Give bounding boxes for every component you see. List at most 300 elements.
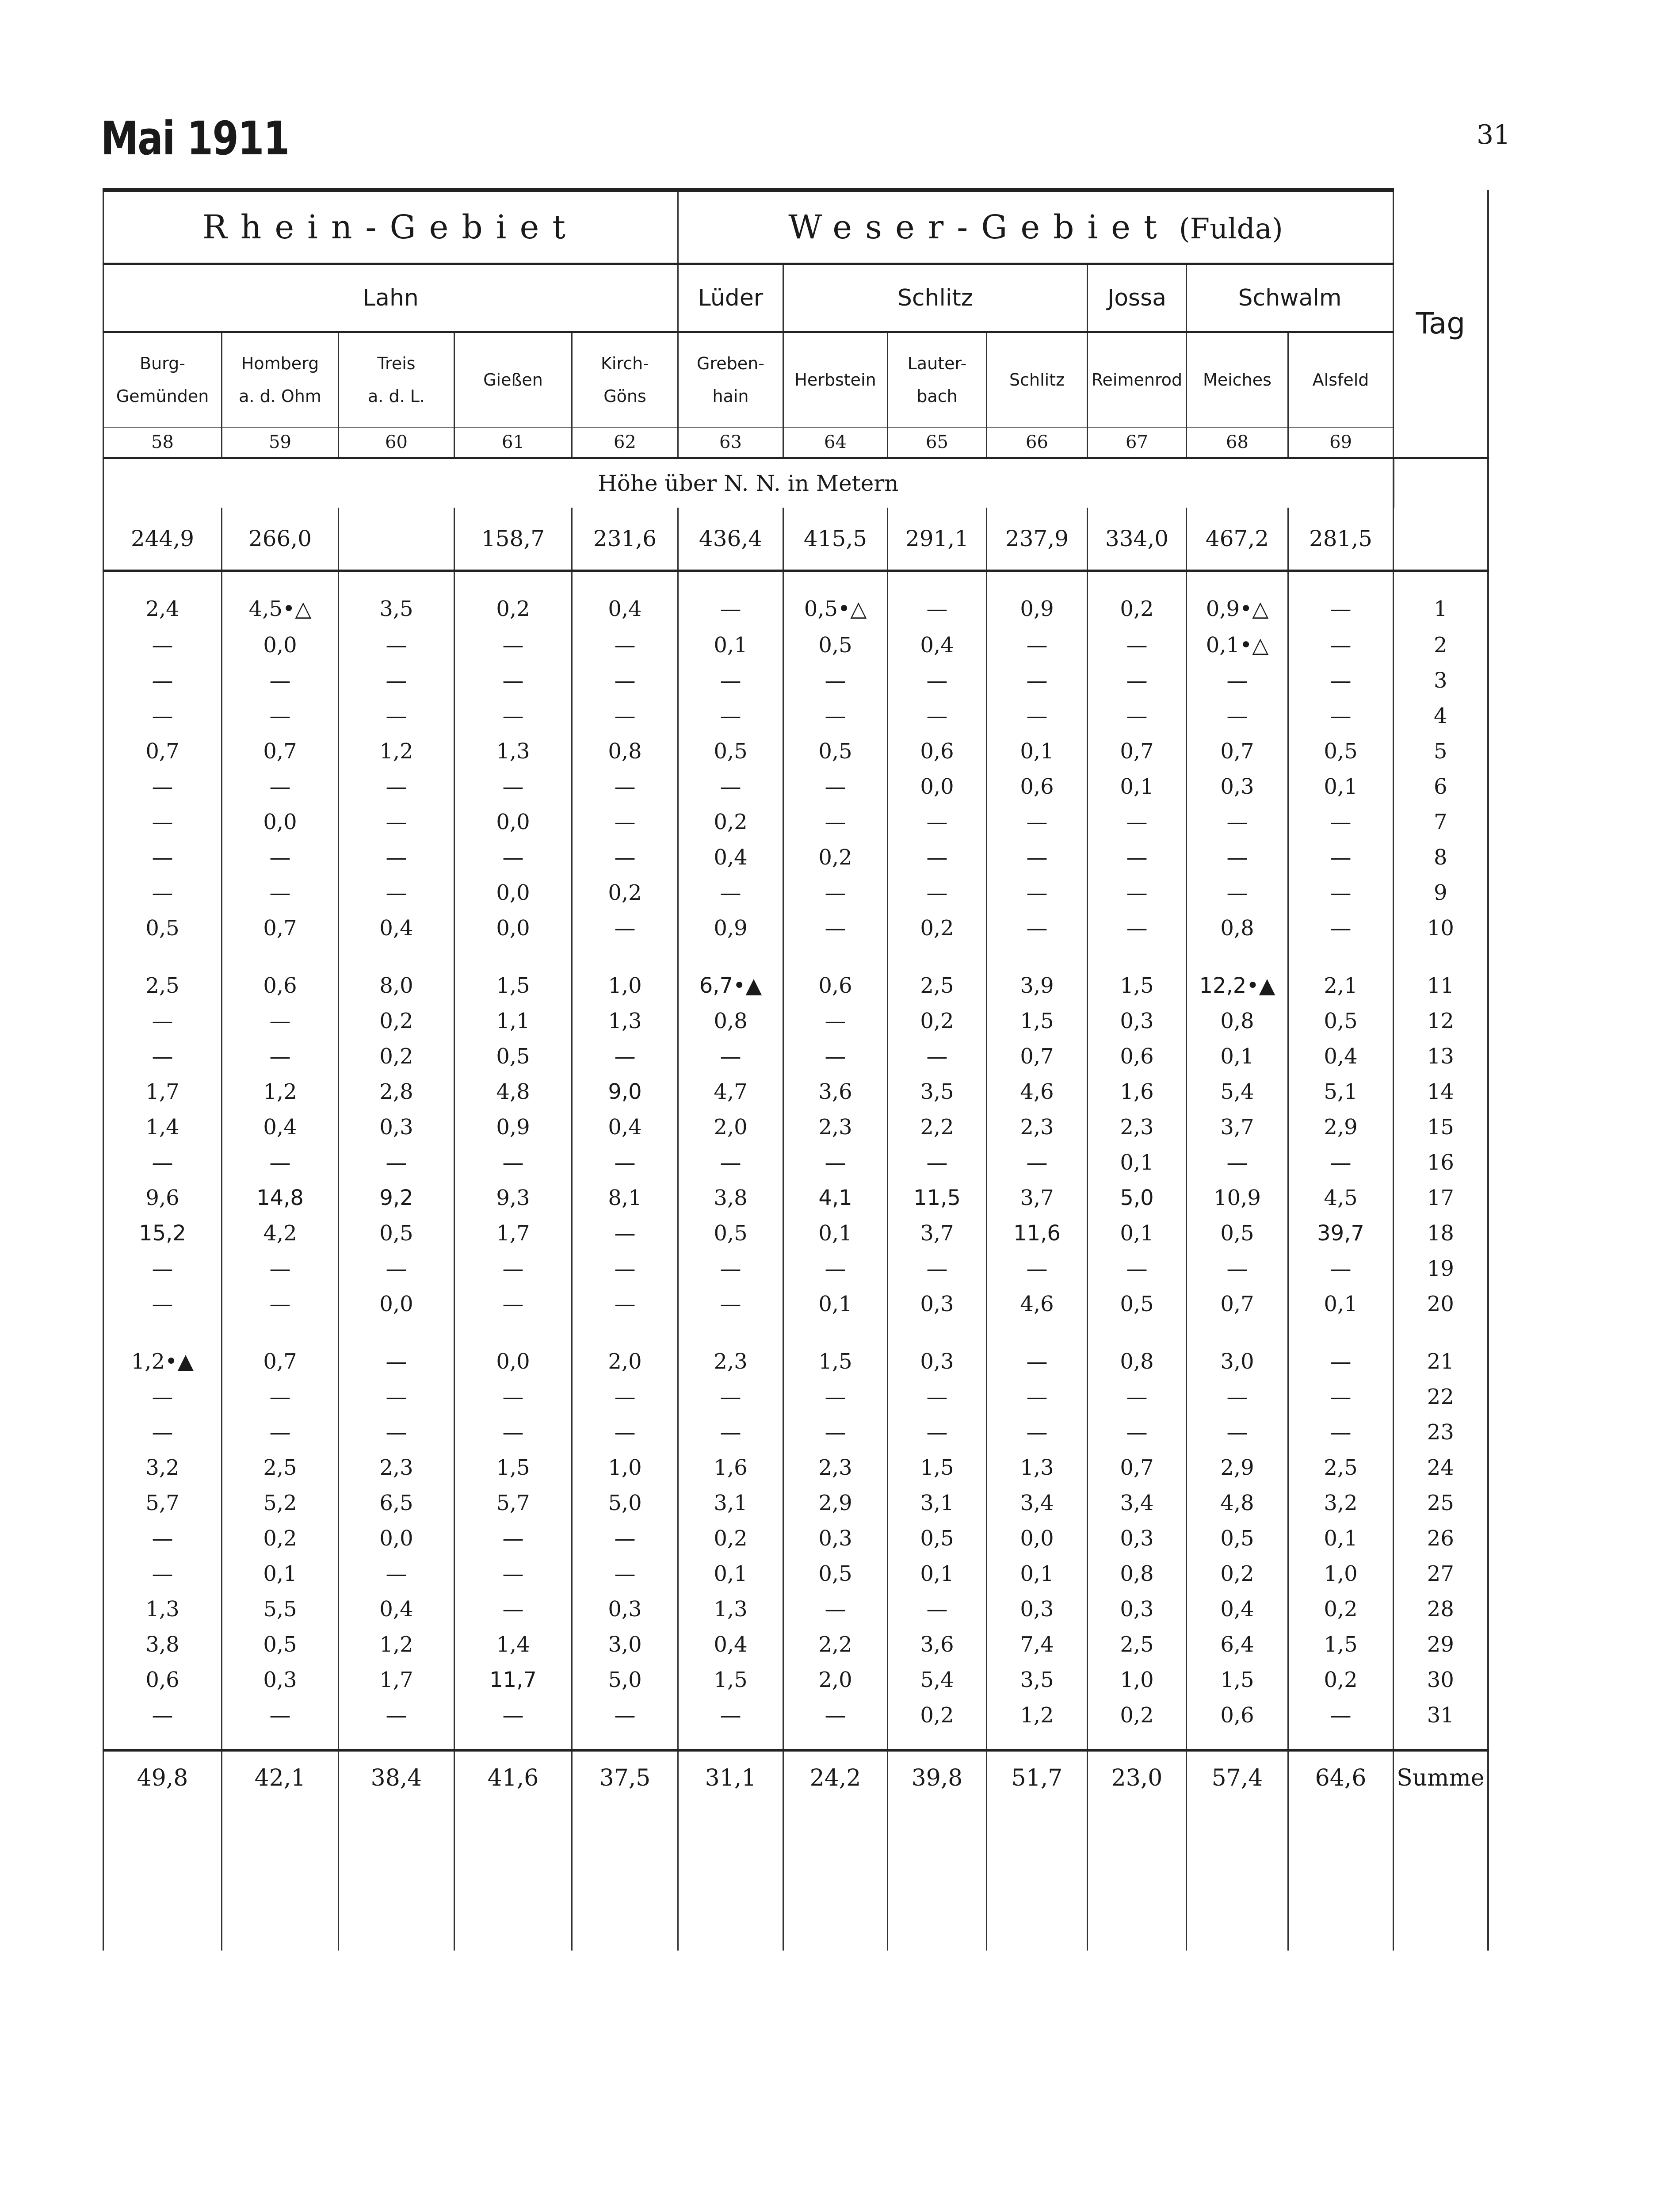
precip-cell: —	[783, 698, 888, 734]
precip-cell: 0,1	[783, 1286, 888, 1322]
station-elevation: 467,2	[1187, 508, 1288, 571]
precip-cell: —	[454, 1251, 572, 1286]
river-schlitz: Schlitz	[783, 264, 1088, 333]
precip-cell: 1,5	[1187, 1662, 1288, 1698]
precip-cell: 2,9	[1187, 1450, 1288, 1485]
precip-cell: 1,7	[103, 1074, 222, 1109]
precip-cell: —	[339, 1145, 454, 1180]
precip-cell: 2,1	[1288, 946, 1394, 1003]
precip-cell: —	[103, 1251, 222, 1286]
precip-cell: —	[1288, 875, 1394, 910]
precip-cell: 9,6	[103, 1180, 222, 1216]
precip-cell: 7,4	[987, 1627, 1088, 1662]
precip-cell: 3,5	[339, 571, 454, 627]
precip-cell: 0,8	[572, 734, 678, 769]
precip-cell: 0,1•△	[1187, 627, 1288, 663]
precip-cell: 1,2	[339, 734, 454, 769]
station-name	[1088, 332, 1187, 427]
precip-cell: 0,3	[888, 1322, 987, 1379]
region-weser-sub: (Fulda)	[1179, 213, 1283, 245]
precip-cell: —	[678, 1286, 783, 1322]
day-number: 3	[1394, 663, 1488, 698]
station-number: 69	[1288, 427, 1394, 458]
table-row	[103, 1415, 1488, 1450]
precip-cell: 1,5	[987, 1003, 1088, 1039]
station-number: 68	[1187, 427, 1288, 458]
precip-cell: —	[454, 1521, 572, 1556]
precip-cell: 0,8	[1088, 1322, 1187, 1379]
precip-cell: —	[222, 698, 339, 734]
precip-cell: 0,9	[987, 571, 1088, 627]
precip-cell: —	[1288, 840, 1394, 875]
precip-cell: —	[339, 1251, 454, 1286]
station-name-line1: Treis	[377, 354, 416, 373]
precip-cell: —	[222, 1698, 339, 1750]
table-row	[103, 1286, 1488, 1322]
sum-cell: 51,7	[987, 1750, 1088, 1805]
precip-cell: 0,3	[222, 1662, 339, 1698]
precip-cell: 11,5	[888, 1180, 987, 1216]
precip-cell: 0,9	[454, 1109, 572, 1145]
precip-cell: —	[454, 1286, 572, 1322]
precip-cell: 0,3	[888, 1286, 987, 1322]
day-number: 15	[1394, 1109, 1488, 1145]
precip-cell: 0,2	[1288, 1591, 1394, 1627]
sum-cell: 38,4	[339, 1750, 454, 1805]
precip-cell: —	[783, 769, 888, 804]
station-elevation: 266,0	[222, 508, 339, 571]
precip-cell: —	[1288, 910, 1394, 946]
precip-cell: —	[339, 627, 454, 663]
day-number: 21	[1394, 1322, 1488, 1379]
day-number: 28	[1394, 1591, 1488, 1627]
precip-cell: —	[888, 663, 987, 698]
table-row	[103, 1039, 1488, 1074]
table-row	[103, 1145, 1488, 1180]
precip-cell: 0,0	[222, 627, 339, 663]
station-name	[1187, 332, 1288, 427]
precip-cell: 0,3	[987, 1591, 1088, 1627]
precip-cell: 1,4	[454, 1627, 572, 1662]
precip-cell: —	[783, 1039, 888, 1074]
station-name	[572, 332, 678, 427]
day-number: 1	[1394, 571, 1488, 627]
precip-cell: —	[222, 1145, 339, 1180]
station-number: 64	[783, 427, 888, 458]
precip-cell: 0,7	[103, 734, 222, 769]
precip-cell: —	[572, 1216, 678, 1251]
precip-cell: 0,2	[1288, 1662, 1394, 1698]
precip-cell: —	[339, 698, 454, 734]
precip-cell: —	[1187, 663, 1288, 698]
table-row	[103, 804, 1488, 840]
day-number: 31	[1394, 1698, 1488, 1750]
precip-cell: 0,2	[783, 840, 888, 875]
station-elevation: 244,9	[103, 508, 222, 571]
precip-cell: 6,5	[339, 1485, 454, 1521]
day-number: 27	[1394, 1556, 1488, 1591]
precip-cell: 0,1	[1288, 1286, 1394, 1322]
precip-cell: 5,0	[572, 1485, 678, 1521]
day-number: 5	[1394, 734, 1488, 769]
precip-cell: 1,7	[339, 1662, 454, 1698]
precip-cell: —	[222, 875, 339, 910]
precip-cell: —	[888, 1039, 987, 1074]
precip-cell: 14,8	[222, 1180, 339, 1216]
sum-cell: 37,5	[572, 1750, 678, 1805]
precip-cell: 0,5	[783, 1556, 888, 1591]
precip-cell: —	[103, 875, 222, 910]
precip-cell: 3,0	[1187, 1322, 1288, 1379]
day-number: 10	[1394, 910, 1488, 946]
station-number: 62	[572, 427, 678, 458]
precip-cell: —	[339, 1556, 454, 1591]
precip-cell: 1,5	[454, 946, 572, 1003]
station-number: 63	[678, 427, 783, 458]
precip-cell: —	[572, 1521, 678, 1556]
precip-cell: 0,2	[572, 875, 678, 910]
precip-cell: 5,7	[454, 1485, 572, 1521]
station-elevation: 281,5	[1288, 508, 1394, 571]
precip-cell: 0,6	[783, 946, 888, 1003]
precip-cell: 4,1	[783, 1180, 888, 1216]
precip-cell: —	[339, 663, 454, 698]
station-name-line1: Greben-	[697, 354, 764, 373]
table-row	[103, 1556, 1488, 1591]
precip-cell: 0,5•△	[783, 571, 888, 627]
precip-cell: 4,7	[678, 1074, 783, 1109]
precip-cell: 0,7	[1088, 1450, 1187, 1485]
precip-cell: 2,5	[888, 946, 987, 1003]
precip-cell: 0,2	[678, 1521, 783, 1556]
sum-cell: 41,6	[454, 1750, 572, 1805]
precip-cell: 0,0	[454, 1322, 572, 1379]
precip-cell: 6,7•▲	[678, 946, 783, 1003]
precip-cell: 5,0	[572, 1662, 678, 1698]
sum-cell: 24,2	[783, 1750, 888, 1805]
day-number: 23	[1394, 1415, 1488, 1450]
precip-cell: 3,1	[678, 1485, 783, 1521]
precip-cell: 4,6	[987, 1074, 1088, 1109]
precip-cell: 1,2•▲	[103, 1322, 222, 1379]
precip-cell: 0,1	[1088, 1216, 1187, 1251]
table-row	[103, 698, 1488, 734]
precip-cell: —	[454, 1415, 572, 1450]
precip-cell: —	[678, 1415, 783, 1450]
precip-cell: —	[783, 1415, 888, 1450]
day-number: 4	[1394, 698, 1488, 734]
precip-cell: —	[888, 1145, 987, 1180]
station-name	[987, 332, 1088, 427]
precip-cell: 8,0	[339, 946, 454, 1003]
precip-cell: 2,5	[1288, 1450, 1394, 1485]
precip-cell: —	[454, 1379, 572, 1415]
precip-cell: 0,1	[678, 627, 783, 663]
day-number: 16	[1394, 1145, 1488, 1180]
precip-cell: —	[783, 1698, 888, 1750]
precip-cell: —	[103, 663, 222, 698]
river-lahn: Lahn	[103, 264, 678, 333]
precip-cell: —	[339, 804, 454, 840]
day-number: 8	[1394, 840, 1488, 875]
precip-cell: —	[987, 1415, 1088, 1450]
precip-cell: 0,2	[678, 804, 783, 840]
precip-cell: —	[572, 769, 678, 804]
precip-cell: —	[339, 1698, 454, 1750]
sum-cell: 49,8	[103, 1750, 222, 1805]
station-name-line2: bach	[916, 386, 958, 406]
precip-cell: —	[1088, 1379, 1187, 1415]
precip-cell: 0,1	[1088, 769, 1187, 804]
precip-cell: 0,4	[1288, 1039, 1394, 1074]
precip-cell: —	[888, 571, 987, 627]
precip-cell: —	[1187, 1251, 1288, 1286]
precip-cell: —	[783, 1379, 888, 1415]
precip-cell: —	[454, 1145, 572, 1180]
precip-cell: —	[888, 1591, 987, 1627]
precip-cell: 0,4	[678, 840, 783, 875]
precip-cell: —	[339, 875, 454, 910]
precip-cell: —	[572, 627, 678, 663]
precip-cell: 1,2	[987, 1698, 1088, 1750]
station-name	[454, 332, 572, 427]
precip-cell: —	[339, 769, 454, 804]
precip-cell: 3,2	[1288, 1485, 1394, 1521]
river-schwalm: Schwalm	[1187, 264, 1394, 333]
precip-cell: 1,2	[339, 1627, 454, 1662]
precip-cell: 5,2	[222, 1485, 339, 1521]
precip-cell: 4,8	[454, 1074, 572, 1109]
table-row	[103, 1216, 1488, 1251]
station-name-line1: Homberg	[241, 354, 319, 373]
precip-cell: 0,8	[678, 1003, 783, 1039]
precip-cell: 0,0	[888, 769, 987, 804]
precip-cell: 2,9	[1288, 1109, 1394, 1145]
precip-cell: —	[1288, 1698, 1394, 1750]
precip-cell: 2,5	[1088, 1627, 1187, 1662]
precip-cell: —	[103, 804, 222, 840]
precip-cell: —	[888, 875, 987, 910]
precip-cell: 0,1	[1288, 769, 1394, 804]
precip-cell: 1,3	[678, 1591, 783, 1627]
precip-cell: 2,3	[987, 1109, 1088, 1145]
precip-cell: —	[572, 1415, 678, 1450]
table-row	[103, 1251, 1488, 1286]
precip-cell: 9,3	[454, 1180, 572, 1216]
precip-cell: 0,2	[454, 571, 572, 627]
precip-cell: 0,6	[888, 734, 987, 769]
precip-cell: 1,2	[222, 1074, 339, 1109]
precip-cell: —	[572, 1379, 678, 1415]
precip-cell: —	[1088, 698, 1187, 734]
precip-cell: 0,3	[339, 1109, 454, 1145]
table-row	[103, 1627, 1488, 1662]
precip-cell: 0,2	[888, 1698, 987, 1750]
precip-cell: —	[987, 910, 1088, 946]
precip-cell: 1,5	[454, 1450, 572, 1485]
precip-cell: —	[783, 1251, 888, 1286]
precip-cell: —	[678, 1379, 783, 1415]
precip-cell: 0,4	[678, 1627, 783, 1662]
precip-cell: 0,1	[678, 1556, 783, 1591]
precip-cell: 0,8	[1187, 1003, 1288, 1039]
precip-cell: 5,4	[888, 1662, 987, 1698]
precip-cell: —	[1088, 1251, 1187, 1286]
station-number: 60	[339, 427, 454, 458]
precip-cell: 0,3	[1187, 769, 1288, 804]
precip-cell: —	[888, 1415, 987, 1450]
precip-cell: —	[222, 769, 339, 804]
precip-cell: —	[1288, 627, 1394, 663]
precip-cell: —	[572, 1698, 678, 1750]
station-elevation: 237,9	[987, 508, 1088, 571]
precip-cell: —	[1088, 804, 1187, 840]
precip-cell: —	[454, 663, 572, 698]
precip-cell: 0,5	[454, 1039, 572, 1074]
precip-cell: —	[339, 1322, 454, 1379]
precip-cell: 0,0	[339, 1521, 454, 1556]
precip-cell: —	[103, 1556, 222, 1591]
precip-cell: 0,1	[1088, 1145, 1187, 1180]
precip-cell: 0,5	[222, 1627, 339, 1662]
precip-cell: —	[103, 1145, 222, 1180]
precip-cell: 2,4	[103, 571, 222, 627]
day-number: 25	[1394, 1485, 1488, 1521]
precip-cell: 0,5	[888, 1521, 987, 1556]
day-number: 22	[1394, 1379, 1488, 1415]
table-row	[103, 1521, 1488, 1556]
precip-cell: —	[103, 1003, 222, 1039]
precip-cell: 3,7	[987, 1180, 1088, 1216]
station-number: 61	[454, 427, 572, 458]
precip-cell: —	[572, 910, 678, 946]
precip-cell: 3,0	[572, 1627, 678, 1662]
precip-cell: —	[103, 1415, 222, 1450]
precip-cell: —	[678, 1698, 783, 1750]
station-name-line2: hain	[712, 386, 749, 406]
precip-cell: 3,9	[987, 946, 1088, 1003]
station-name	[1288, 332, 1394, 427]
station-name	[222, 332, 339, 427]
precip-cell: 3,1	[888, 1485, 987, 1521]
precip-cell: —	[103, 840, 222, 875]
precip-cell: 0,6	[222, 946, 339, 1003]
precip-cell: 0,3	[1088, 1521, 1187, 1556]
precip-cell: 1,6	[678, 1450, 783, 1485]
sum-cell: 64,6	[1288, 1750, 1394, 1805]
table-row	[103, 1109, 1488, 1145]
precip-cell: 0,1	[783, 1216, 888, 1251]
precip-cell: 0,5	[339, 1216, 454, 1251]
station-name-line1: Alsfeld	[1312, 370, 1369, 390]
day-number: 19	[1394, 1251, 1488, 1286]
precip-cell: 2,3	[339, 1450, 454, 1485]
station-name	[888, 332, 987, 427]
precip-cell: —	[888, 1379, 987, 1415]
precip-cell: —	[1187, 698, 1288, 734]
precipitation-table	[103, 188, 1489, 1951]
precip-cell: 0,2	[888, 1003, 987, 1039]
precip-cell: —	[678, 875, 783, 910]
precip-cell: 1,3	[572, 1003, 678, 1039]
precip-cell: —	[987, 1379, 1088, 1415]
precip-cell: 0,1	[987, 1556, 1088, 1591]
precip-cell: 0,0	[987, 1521, 1088, 1556]
precip-cell: 0,0	[339, 1286, 454, 1322]
precip-cell: 0,5	[783, 627, 888, 663]
precip-cell: —	[1187, 840, 1288, 875]
precip-cell: 0,7	[222, 734, 339, 769]
precip-cell: 5,4	[1187, 1074, 1288, 1109]
precip-cell: 0,4	[572, 1109, 678, 1145]
day-number: 14	[1394, 1074, 1488, 1109]
precip-cell: 0,5	[1288, 1003, 1394, 1039]
precip-cell: 0,5	[1187, 1521, 1288, 1556]
precip-cell: 2,3	[783, 1109, 888, 1145]
station-name-line2: Gemünden	[116, 386, 209, 406]
precip-cell: 3,8	[103, 1627, 222, 1662]
station-elevation	[339, 508, 454, 571]
precip-cell: 5,0	[1088, 1180, 1187, 1216]
precip-cell: 2,0	[572, 1322, 678, 1379]
precip-cell: —	[222, 1251, 339, 1286]
precip-cell: —	[1088, 627, 1187, 663]
precip-cell: —	[1088, 840, 1187, 875]
precip-cell: 3,6	[783, 1074, 888, 1109]
precip-cell: 3,8	[678, 1180, 783, 1216]
precip-cell: 4,8	[1187, 1485, 1288, 1521]
precip-cell: 9,2	[339, 1180, 454, 1216]
table-row	[103, 571, 1488, 627]
precip-cell: 0,5	[1187, 1216, 1288, 1251]
precip-cell: 0,0	[454, 804, 572, 840]
precip-cell: 4,2	[222, 1216, 339, 1251]
precip-cell: 0,6	[103, 1662, 222, 1698]
table-row	[103, 910, 1488, 946]
table-row	[103, 734, 1488, 769]
station-elevation: 334,0	[1088, 508, 1187, 571]
precip-cell: 1,0	[1288, 1556, 1394, 1591]
precip-cell: 1,3	[987, 1450, 1088, 1485]
precip-cell: 0,1	[1187, 1039, 1288, 1074]
precip-cell: —	[1187, 875, 1288, 910]
day-number: 6	[1394, 769, 1488, 804]
precip-cell: 4,5	[1288, 1180, 1394, 1216]
precip-cell: 0,5	[1288, 734, 1394, 769]
precip-cell: —	[678, 571, 783, 627]
table-row	[103, 1698, 1488, 1750]
station-name-line1: Herbstein	[794, 370, 876, 390]
precip-cell: —	[678, 1039, 783, 1074]
region-rhein: Rhein-Gebiet	[103, 190, 678, 264]
precip-cell: 0,7	[222, 910, 339, 946]
precip-cell: 1,7	[454, 1216, 572, 1251]
precip-cell: 11,6	[987, 1216, 1088, 1251]
station-name-line2: Göns	[603, 386, 646, 406]
precip-cell: —	[572, 1286, 678, 1322]
precip-cell: 8,1	[572, 1180, 678, 1216]
precip-cell: 0,2	[339, 1003, 454, 1039]
precip-cell: 3,2	[103, 1450, 222, 1485]
precip-cell: 6,4	[1187, 1627, 1288, 1662]
station-name-line1: Burg-	[140, 354, 185, 373]
table-row	[103, 1591, 1488, 1627]
precip-cell: 2,2	[888, 1109, 987, 1145]
precip-cell: 5,5	[222, 1591, 339, 1627]
precip-cell: 2,5	[103, 946, 222, 1003]
precip-cell: 0,2	[1187, 1556, 1288, 1591]
precip-cell: 0,2	[1088, 571, 1187, 627]
